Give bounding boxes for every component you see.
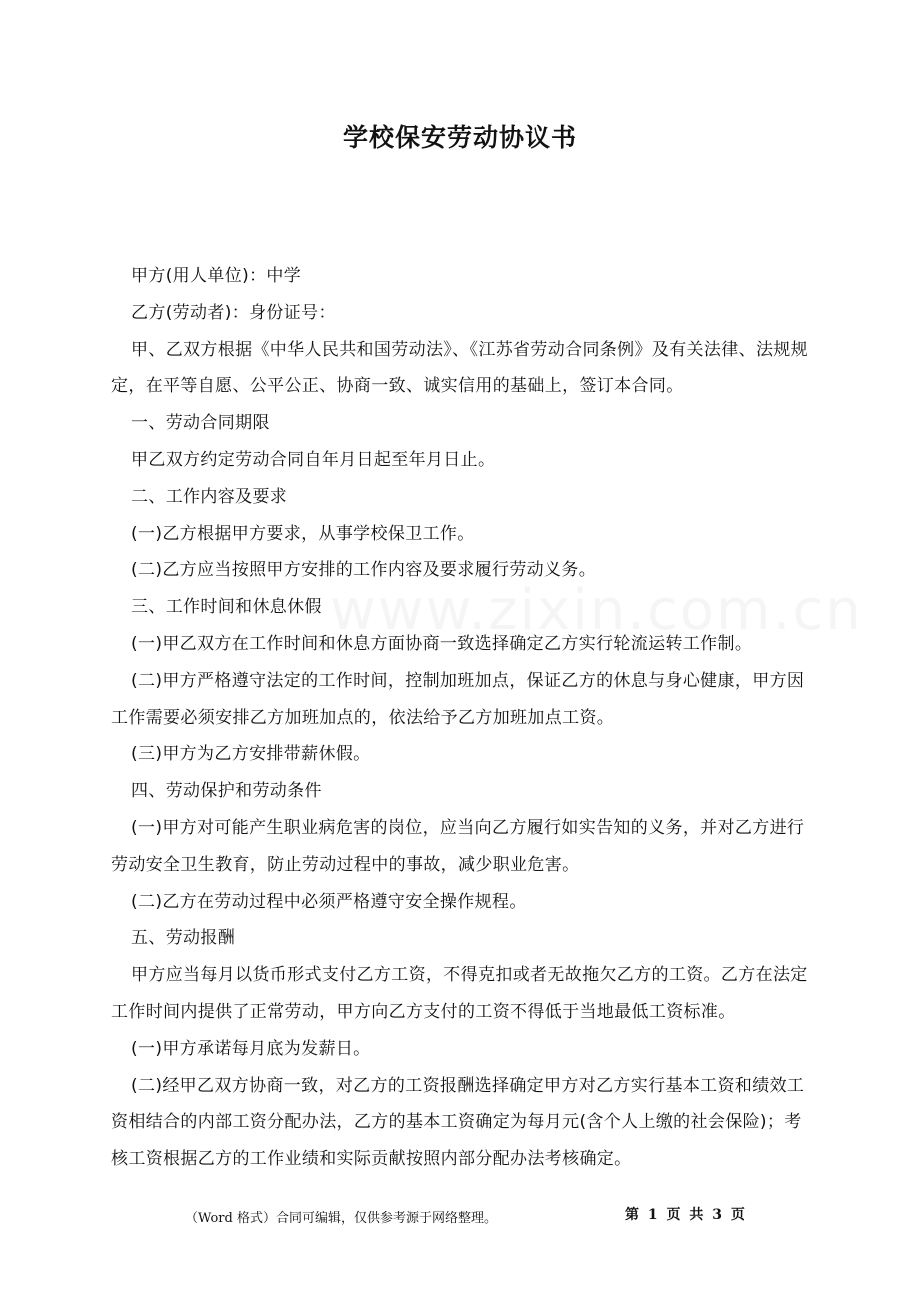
clause-paragraph: (二)甲方严格遵守法定的工作时间，控制加班加点，保证乙方的休息与身心健康，甲方因工作需要必须安排乙方加班加点的，依法给予乙方加班加点工资。	[111, 670, 805, 728]
preamble-paragraph: 甲、乙双方根据《中华人民共和国劳动法》、《江苏省劳动合同条例》及有关法律、法规规定，在平等自愿、公平公正、协商一致、诚实信用的基础上，签订本合同。	[111, 339, 808, 397]
clause-paragraph: (二)经甲乙双方协商一致，对乙方的工资报酬选择确定甲方对乙方实行基本工资和绩效工资相结合的内部工资分配办法，乙方的基本工资确定为每月元(含个人上缴的社会保险)；考核工资根据乙方的工作业绩和实际贡献按照内部分配办法考核确定。	[111, 1075, 805, 1170]
section-heading: 五、劳动报酬	[131, 928, 236, 949]
section-heading: 四、劳动保护和劳动条件	[131, 781, 322, 802]
clause-paragraph: (一)甲方承诺每月底为发薪日。	[131, 1038, 371, 1059]
section-heading: 二、工作内容及要求	[131, 486, 288, 507]
party-a-line: 甲方(用人单位)：中学	[131, 266, 302, 286]
clause-paragraph: (三)甲方为乙方安排带薪休假。	[131, 744, 371, 765]
clause-paragraph: (二)乙方应当按照甲方安排的工作内容及要求履行劳动义务。	[131, 560, 597, 581]
clause-paragraph: (一)甲方对可能产生职业病危害的岗位，应当向乙方履行如实告知的义务，并对乙方进行劳动安全卫生教育，防止劳动过程中的事故，减少职业危害。	[111, 817, 805, 875]
clause-paragraph: 甲乙双方约定劳动合同自年月日起至年月日止。	[131, 449, 496, 470]
page-number: 第 1 页 共 3 页	[625, 1207, 745, 1223]
clause-paragraph: (一)甲乙双方在工作时间和休息方面协商一致选择确定乙方实行轮流运转工作制。	[131, 633, 753, 654]
footer-note: （Word 格式）合同可编辑，仅供参考源于网络整理。	[185, 1211, 497, 1226]
document-body	[111, 258, 811, 1178]
section-heading: 一、劳动合同期限	[131, 413, 270, 434]
section-heading: 三、工作时间和休息休假	[131, 597, 322, 618]
clause-paragraph: 甲方应当每月以货币形式支付乙方工资，不得克扣或者无故拖欠乙方的工资。乙方在法定工作时间内提供了正常劳动，甲方向乙方支付的工资不得低于当地最低工资标准。	[111, 965, 808, 1022]
party-b-line: 乙方(劳动者)：身份证号：	[131, 302, 336, 323]
document-title: 学校保安劳动协议书	[342, 123, 577, 152]
clause-paragraph: (一)乙方根据甲方要求，从事学校保卫工作。	[131, 523, 475, 544]
clause-paragraph: (二)乙方在劳动过程中必须严格遵守安全操作规程。	[131, 891, 527, 912]
